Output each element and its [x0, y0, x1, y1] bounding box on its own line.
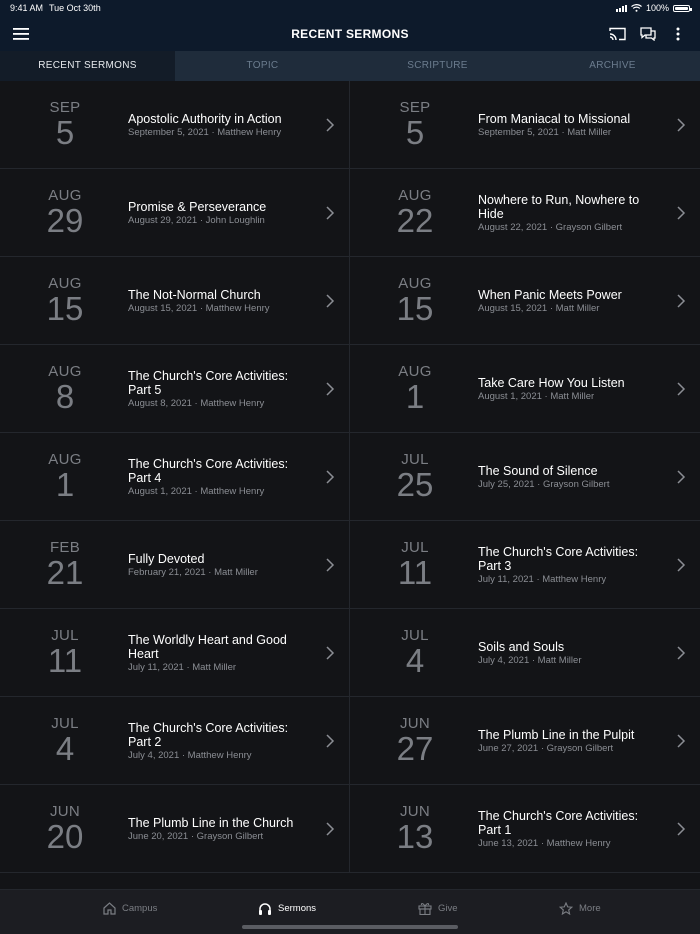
sermon-item[interactable] — [350, 785, 700, 873]
sermon-date — [0, 609, 130, 697]
sermon-info — [478, 257, 656, 345]
chevron-right-icon — [325, 381, 335, 397]
sermon-date — [0, 257, 130, 345]
sermon-title: The Worldly Heart and Good Heart — [128, 633, 287, 661]
chevron-right-icon — [325, 205, 335, 221]
tab-bar — [0, 51, 700, 81]
sermon-item[interactable] — [350, 81, 700, 169]
sermon-date — [0, 433, 130, 521]
sermon-month: AUG — [398, 187, 432, 204]
sermon-day: 21 — [46, 554, 84, 591]
sermon-title: Soils and Souls — [478, 640, 565, 654]
tab-recent-sermons[interactable]: RECENT SERMONS — [0, 51, 175, 81]
sermon-info — [128, 609, 306, 697]
sermon-meta: June 13, 2021 · Matthew Henry — [478, 838, 611, 849]
sermon-day: 15 — [46, 290, 84, 327]
home-indicator — [242, 925, 458, 929]
sermon-info — [478, 169, 656, 257]
sermon-item[interactable] — [0, 609, 350, 697]
sermon-info — [128, 169, 306, 257]
sermon-info — [478, 433, 656, 521]
sermon-meta: July 4, 2021 · Matt Miller — [478, 655, 582, 666]
sermon-month: AUG — [48, 275, 82, 292]
sermon-day: 11 — [397, 554, 433, 591]
sermon-item[interactable] — [0, 433, 350, 521]
sermon-meta: June 27, 2021 · Grayson Gilbert — [478, 743, 614, 754]
sermon-meta: August 1, 2021 · Matt Miller — [478, 391, 595, 402]
sermon-title: When Panic Meets Power — [478, 288, 622, 302]
sermon-month: AUG — [398, 363, 432, 380]
sermon-meta: August 22, 2021 · Grayson Gilbert — [478, 222, 623, 233]
sermon-day: 1 — [405, 378, 425, 415]
sermon-day: 20 — [46, 818, 84, 855]
sermon-meta: July 25, 2021 · Grayson Gilbert — [478, 479, 610, 490]
sermon-month: JUL — [401, 627, 429, 644]
sermon-month: JUN — [49, 803, 81, 820]
sermon-info — [478, 521, 656, 609]
sermon-list[interactable] — [0, 81, 700, 889]
sermon-day: 29 — [46, 202, 84, 239]
sermon-meta: August 15, 2021 · Matt Miller — [478, 303, 600, 314]
sermon-title: Fully Devoted — [128, 552, 205, 566]
sermon-item[interactable] — [0, 169, 350, 257]
sermon-date — [0, 785, 130, 873]
sermon-info — [478, 345, 656, 433]
sermon-date — [350, 521, 480, 609]
battery-percent: 100% — [645, 3, 669, 13]
sermon-date — [350, 609, 480, 697]
chevron-right-icon — [676, 117, 686, 133]
sermon-title: The Church's Core Activities: Part 4 — [128, 457, 289, 485]
sermon-day: 22 — [396, 202, 434, 239]
sermon-day: 8 — [55, 378, 75, 415]
sermon-month: AUG — [48, 451, 82, 468]
sermon-date — [350, 345, 480, 433]
sermon-date — [0, 81, 130, 169]
sermon-title: Take Care How You Listen — [478, 376, 625, 390]
chevron-right-icon — [676, 381, 686, 397]
sermon-info — [128, 785, 306, 873]
sermon-info — [478, 81, 656, 169]
sermon-date — [0, 345, 130, 433]
sermon-meta: August 1, 2021 · Matthew Henry — [128, 486, 265, 497]
sermon-info — [128, 697, 306, 785]
chevron-right-icon — [325, 821, 335, 837]
chat-button[interactable] — [637, 24, 659, 44]
sermon-month: JUN — [399, 715, 431, 732]
sermon-title: Nowhere to Run, Nowhere to Hide — [478, 193, 640, 221]
sermon-meta: July 4, 2021 · Matthew Henry — [128, 750, 252, 761]
nav-campus-label: Campus — [122, 902, 158, 914]
tab-scripture[interactable]: SCRIPTURE — [407, 60, 468, 71]
sermon-info — [478, 609, 656, 697]
sermon-date — [350, 697, 480, 785]
sermon-meta: July 11, 2021 · Matthew Henry — [478, 574, 607, 585]
nav-sermons-label: Sermons — [278, 902, 317, 914]
nav-more[interactable] — [559, 890, 601, 926]
sermon-title: The Church's Core Activities: Part 5 — [128, 369, 289, 397]
sermon-item[interactable] — [0, 785, 350, 873]
sermon-meta: September 5, 2021 · Matthew Henry — [128, 127, 282, 138]
sermon-day: 1 — [55, 466, 75, 503]
chevron-right-icon — [325, 117, 335, 133]
sermon-date — [350, 257, 480, 345]
headphones-icon — [258, 902, 272, 915]
sermon-title: Apostolic Authority in Action — [128, 112, 282, 126]
sermon-month: FEB — [49, 539, 81, 556]
sermon-day: 5 — [55, 114, 75, 151]
sermon-date — [350, 433, 480, 521]
sermon-day: 25 — [396, 466, 434, 503]
chevron-right-icon — [325, 293, 335, 309]
chevron-right-icon — [676, 733, 686, 749]
sermon-day: 11 — [47, 642, 83, 679]
sermon-info — [478, 697, 656, 785]
chat-icon — [640, 27, 656, 41]
cast-icon — [609, 27, 626, 41]
chevron-right-icon — [325, 645, 335, 661]
chevron-right-icon — [676, 205, 686, 221]
sermon-day: 13 — [396, 818, 434, 855]
sermon-day: 15 — [396, 290, 434, 327]
sermon-item[interactable] — [0, 81, 350, 169]
sermon-month: SEP — [49, 99, 81, 116]
nav-sermons[interactable] — [258, 890, 316, 926]
sermon-item[interactable] — [0, 521, 350, 609]
nav-give[interactable] — [418, 890, 458, 926]
battery-icon — [673, 5, 690, 12]
sermon-month: JUN — [399, 803, 431, 820]
sermon-day: 5 — [405, 114, 425, 151]
sermon-month: JUL — [51, 715, 79, 732]
sermon-date — [0, 697, 130, 785]
page-title: RECENT SERMONS — [291, 27, 409, 41]
sermon-item[interactable] — [350, 521, 700, 609]
chevron-right-icon — [676, 469, 686, 485]
sermon-month: AUG — [48, 187, 82, 204]
sermon-info — [478, 785, 656, 873]
sermon-item[interactable] — [350, 257, 700, 345]
gift-icon — [418, 902, 432, 915]
sermon-date — [0, 169, 130, 257]
more-vertical-icon — [676, 27, 680, 41]
status-time: 9:41 AM — [10, 3, 44, 13]
sermon-title: Promise & Perseverance — [128, 200, 267, 214]
sermon-day: 4 — [55, 730, 75, 767]
more-options-button[interactable] — [667, 24, 689, 44]
sermon-item[interactable] — [350, 697, 700, 785]
sermon-day: 27 — [396, 730, 434, 767]
sermon-title: The Plumb Line in the Pulpit — [478, 728, 635, 742]
chevron-right-icon — [325, 557, 335, 573]
sermon-info — [128, 345, 306, 433]
sermon-date — [0, 521, 130, 609]
star-icon — [559, 902, 573, 915]
status-bar — [0, 0, 700, 18]
chevron-right-icon — [325, 733, 335, 749]
sermon-title: The Church's Core Activities: Part 3 — [478, 545, 639, 573]
sermon-item[interactable] — [350, 609, 700, 697]
sermon-info — [128, 81, 306, 169]
sermon-date — [350, 169, 480, 257]
status-date: Tue Oct 30th — [49, 3, 101, 13]
tab-archive[interactable]: ARCHIVE — [589, 60, 636, 71]
chevron-right-icon — [676, 645, 686, 661]
nav-campus[interactable] — [103, 890, 157, 926]
sermon-month: AUG — [48, 363, 82, 380]
sermon-item[interactable] — [350, 345, 700, 433]
app-header — [0, 18, 700, 51]
sermon-title: The Sound of Silence — [478, 464, 598, 478]
chevron-right-icon — [325, 469, 335, 485]
sermon-info — [128, 257, 306, 345]
sermon-date — [350, 81, 480, 169]
sermon-meta: February 21, 2021 · Matt Miller — [128, 567, 258, 578]
chevron-right-icon — [676, 557, 686, 573]
chevron-right-icon — [676, 293, 686, 309]
home-icon — [103, 902, 116, 915]
sermon-item[interactable] — [0, 257, 350, 345]
sermon-meta: June 20, 2021 · Grayson Gilbert — [128, 831, 264, 842]
sermon-month: SEP — [399, 99, 431, 116]
sermon-item[interactable] — [350, 433, 700, 521]
sermon-meta: August 29, 2021 · John Loughlin — [128, 215, 265, 226]
sermon-month: JUL — [401, 451, 429, 468]
sermon-title: The Not-Normal Church — [128, 288, 261, 302]
wifi-icon — [631, 4, 642, 12]
chevron-right-icon — [676, 821, 686, 837]
sermon-month: JUL — [51, 627, 79, 644]
nav-give-label: Give — [438, 902, 458, 914]
sermon-date — [350, 785, 480, 873]
sermon-grid — [0, 81, 700, 873]
sermon-day: 4 — [405, 642, 425, 679]
sermon-title: From Maniacal to Missional — [478, 112, 631, 126]
tab-topic[interactable]: TOPIC — [246, 60, 279, 71]
sermon-meta: August 15, 2021 · Matthew Henry — [128, 303, 270, 314]
cast-button[interactable] — [606, 24, 628, 44]
sermon-month: JUL — [401, 539, 429, 556]
sermon-item[interactable] — [0, 345, 350, 433]
sermon-meta: July 11, 2021 · Matt Miller — [128, 662, 237, 673]
cellular-signal-icon — [616, 5, 627, 12]
sermon-title: The Church's Core Activities: Part 1 — [478, 809, 639, 837]
sermon-title: The Plumb Line in the Church — [128, 816, 294, 830]
sermon-meta: September 5, 2021 · Matt Miller — [478, 127, 612, 138]
sermon-month: AUG — [398, 275, 432, 292]
sermon-item[interactable] — [0, 697, 350, 785]
sermon-meta: August 8, 2021 · Matthew Henry — [128, 398, 265, 409]
sermon-info — [128, 433, 306, 521]
sermon-item[interactable] — [350, 169, 700, 257]
sermon-title: The Church's Core Activities: Part 2 — [128, 721, 289, 749]
nav-more-label: More — [579, 902, 601, 914]
status-indicators — [616, 3, 690, 13]
sermon-info — [128, 521, 306, 609]
